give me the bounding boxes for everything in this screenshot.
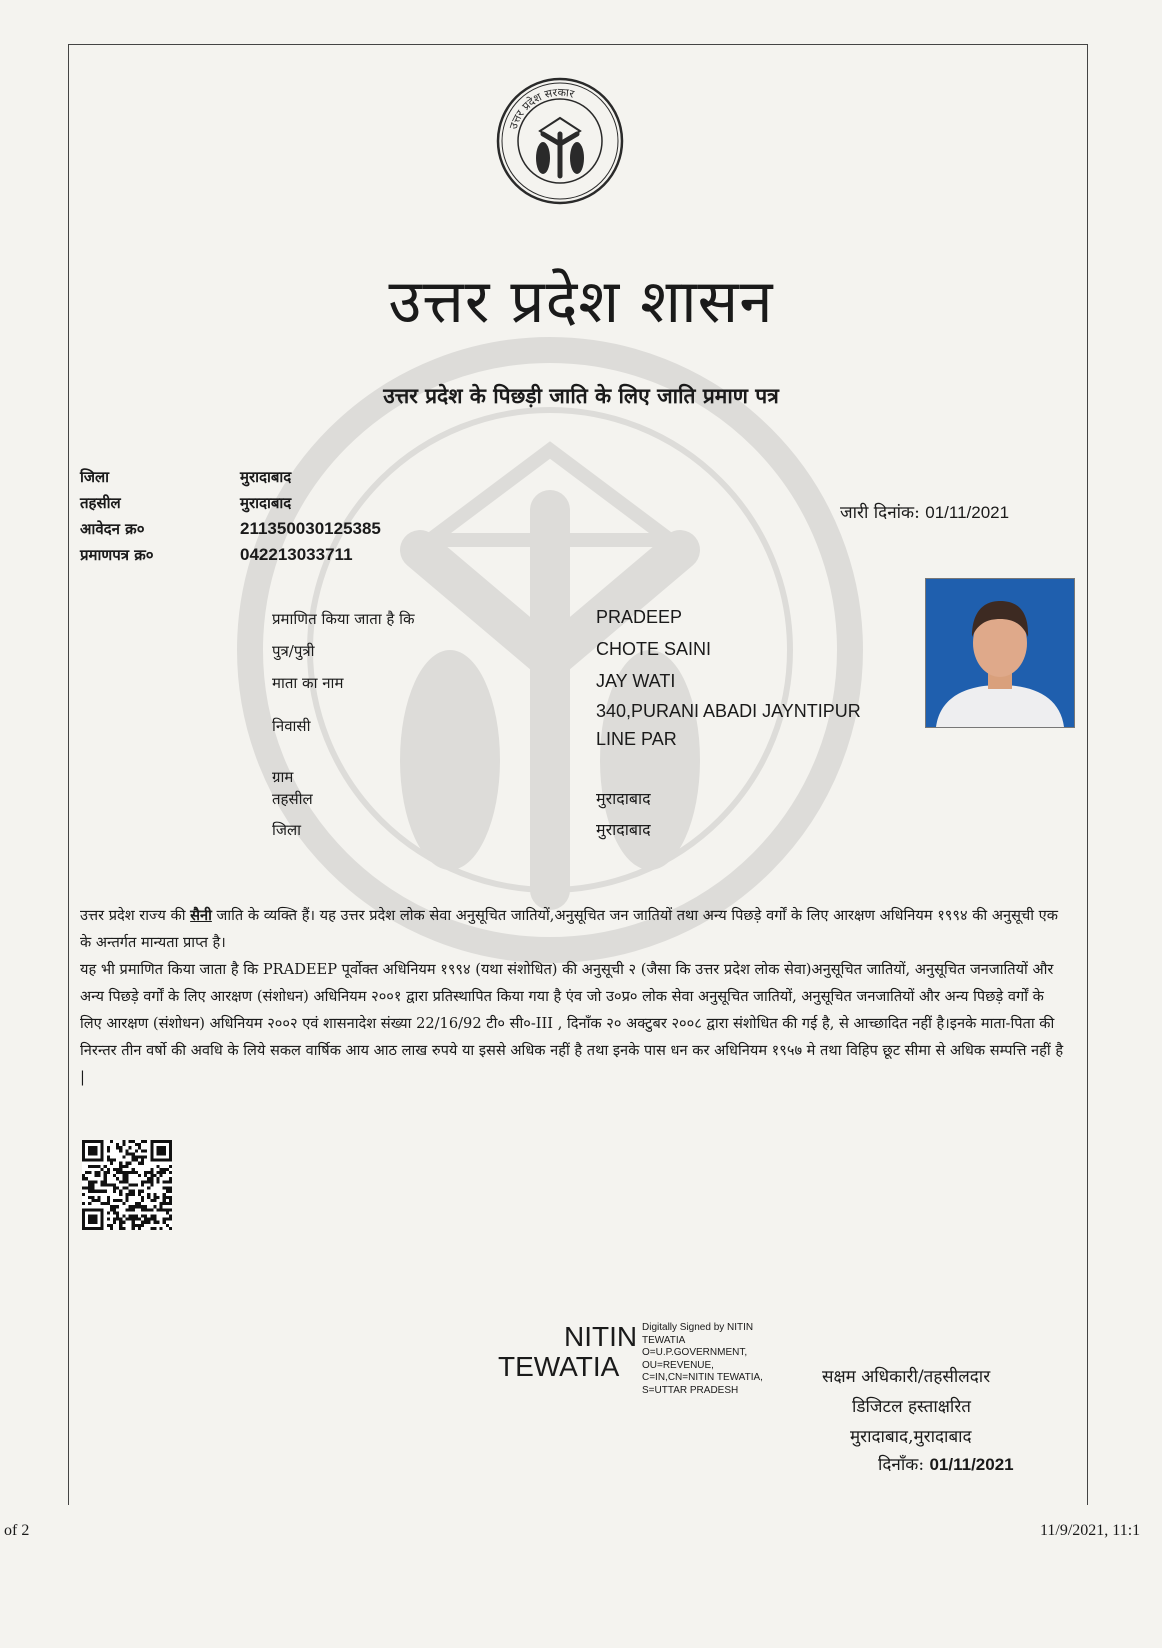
authority-date-value: 01/11/2021	[929, 1455, 1014, 1474]
body-p1-prefix: उत्तर प्रदेश राज्य की	[80, 907, 186, 924]
authority-place: मुरादाबाद,मुरादाबाद	[850, 1427, 972, 1447]
signature-info-line: OU=REVENUE,	[642, 1359, 714, 1371]
meta-tehsil-value: मुरादाबाद	[240, 494, 292, 512]
meta-application-value: 211350030125385	[240, 519, 381, 538]
meta-certificate-label: प्रमाणपत्र क्र०	[80, 546, 154, 564]
digital-signature-info	[642, 1322, 763, 1397]
meta-application-label: आवेदन क्र०	[80, 520, 145, 538]
body-p1-suffix: जाति के व्यक्ति हैं। यह उत्तर प्रदेश लोक सेवा अनुसूचित जातियों,अनुसूचित जन जातियों तथा अन्य पिछड़े वर्गों के लिए आरक्षण अधिनियम १९९४ की अनुसूची एक के अन्तर्गत मान्यता प्राप्त है।	[80, 907, 1058, 951]
meta-tehsil-label: तहसील	[80, 494, 121, 512]
meta-certificate-value: 042213033711	[240, 545, 353, 564]
page-title: उत्तर प्रदेश शासन	[388, 267, 774, 337]
mother-label: माता का नाम	[272, 674, 344, 692]
authority-title: सक्षम अधिकारी/तहसीलदार	[822, 1367, 991, 1387]
resident-label: निवासी	[272, 717, 311, 735]
signer-name-line-2: TEWATIA	[498, 1351, 620, 1382]
body-paragraph-2: यह भी प्रमाणित किया जाता है कि PRADEEP पूर्वोक्त अधिनियम १९९४ (यथा संशोधित) की अनुसूची २ (जैसा कि उत्तर प्रदेश लोक सेवा)अनुसूचित जातियों, अनुसूचित जनजातियों और अन्य पिछड़े वर्गों के लिए आरक्षण (संशोधन) अधिनियम २००१ द्वारा प्रतिस्थापित किया गया है एंव जो उ०प्र० लोक सेवा अनुसूचित जातियों, अनुसूचित जनजातियों और अन्य पिछड़े वर्गों के लिए आरक्षण (संशोधन) अधिनियम २००२ एवं शासनादेश संख्या 22/16/92 टी० सी०-III , दिनाँक २० अक्टुबर २००८ द्वारा संशोधित की गई है, से आच्छादित नहीं है।इनके माता-पिता की निरन्तर तीन वर्षो की अवधि के लिये सकल वार्षिक आय आठ लाख रुपये या इससे अधिक नहीं है तथा इनके पास धन कर अधिनियम १९५७ मे तथा विहिप छूट सीमा से अधिक सम्पत्ति नहीं है |	[80, 961, 1064, 1086]
issue-date-value: 01/11/2021	[925, 503, 1010, 522]
authority-digital-signed: डिजिटल हस्ताक्षरित	[852, 1397, 971, 1417]
signature-info-line: Digitally Signed by NITIN	[642, 1322, 754, 1333]
meta-district-label: जिला	[80, 468, 110, 486]
up-government-emblem	[495, 76, 625, 206]
signer-name-line-1: NITIN	[564, 1321, 638, 1352]
father-name: CHOTE SAINI	[596, 639, 712, 659]
authority-date	[878, 1452, 1014, 1475]
address-line-1: 340,PURANI ABADI JAYNTIPUR	[596, 701, 861, 721]
certificate-body	[80, 902, 1070, 1091]
child-of-label: पुत्र/पुत्री	[272, 642, 315, 660]
signature-info-line: TEWATIA	[642, 1334, 686, 1346]
village-label: ग्राम	[272, 768, 294, 786]
address-line-2: LINE PAR	[596, 729, 677, 749]
detail-district-value: मुरादाबाद	[596, 820, 651, 839]
applicant-name: PRADEEP	[596, 607, 683, 627]
print-timestamp: 11/9/2021, 11:1	[1040, 1522, 1141, 1539]
svg-text:उत्तर प्रदेश सरकार: उत्तर प्रदेश सरकार	[506, 85, 576, 131]
detail-tehsil-label: तहसील	[272, 790, 313, 808]
certify-label: प्रमाणित किया जाता है कि	[272, 610, 415, 628]
detail-district-label: जिला	[272, 821, 302, 839]
body-paragraph-1	[80, 902, 1070, 956]
certificate-subtitle: उत्तर प्रदेश के पिछड़ी जाति के लिए जाति प्रमाण पत्र	[383, 383, 779, 408]
mother-name: JAY WATI	[596, 671, 676, 691]
signature-info-line: O=U.P.GOVERNMENT,	[642, 1347, 748, 1358]
issue-date	[840, 500, 1009, 523]
meta-district-value: मुरादाबाद	[240, 468, 292, 486]
detail-tehsil-value: मुरादाबाद	[596, 789, 651, 808]
signature-info-line: S=UTTAR PRADESH	[642, 1384, 739, 1396]
applicant-photo	[925, 578, 1075, 728]
page-count: of 2	[4, 1522, 30, 1539]
issue-date-label: जारी दिनांक:	[840, 503, 920, 523]
qr-code	[82, 1140, 172, 1230]
caste-name: सैनी	[190, 907, 212, 924]
signature-info-line: C=IN,CN=NITIN TEWATIA,	[642, 1372, 763, 1383]
authority-date-label: दिनाँक:	[878, 1455, 925, 1475]
